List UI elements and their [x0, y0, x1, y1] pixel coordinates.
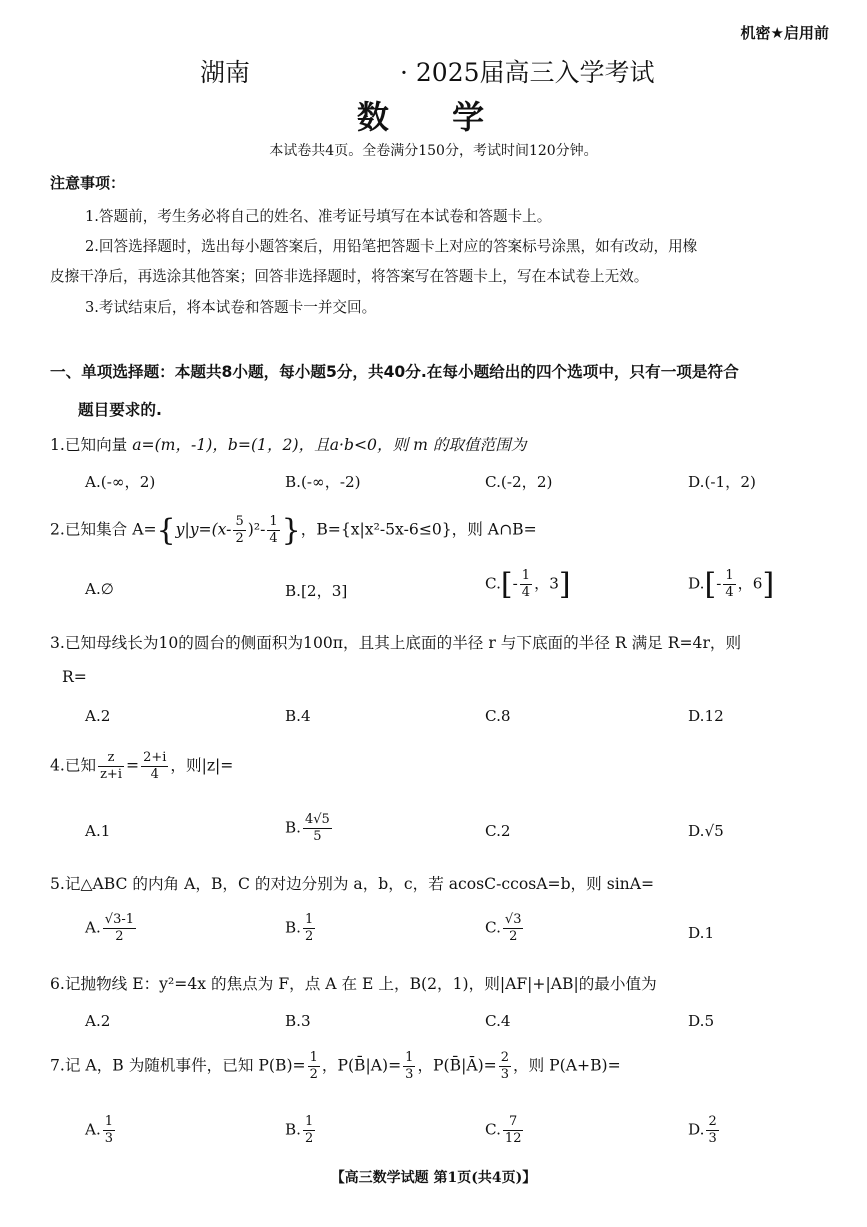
- q2-option-a: A.∅: [85, 580, 115, 598]
- question-3: 3.已知母线长为10的圆台的侧面积为100π，且其上底面的半径 r 与下底面的半径 R 满足 R=4r，则: [50, 634, 742, 652]
- q2-frac-2: $\frac{1}{4}$: [269, 514, 278, 546]
- section-heading-1: 一、单项选择题：本题共8小题，每小题5分，共40分.在每小题给出的四个选项中，只有一项是符合: [50, 363, 739, 381]
- exam-intro: 本试卷共4页。全卷满分150分，考试时间120分钟。: [269, 143, 598, 159]
- q1-option-b: B.(-∞，-2): [285, 473, 361, 491]
- question-5: 5.记△ABC 的内角 A，B，C 的对边分别为 a，b，c，若 acosC-ccosA=b，则 sinA=: [50, 875, 655, 893]
- q3-option-b: B.4: [285, 707, 311, 725]
- q4-option-d: D.√5: [688, 822, 724, 840]
- q1-option-c: C.(-2，2): [485, 473, 553, 491]
- q6-option-d: D.5: [688, 1012, 715, 1030]
- q1-option-d: D.(-1，2): [688, 473, 756, 491]
- q4-frac-right: $\frac{2+i}{4}$: [143, 750, 167, 782]
- q7-option-d: D. $\frac{2}{3}$: [688, 1114, 717, 1146]
- q2-sq: )²-: [247, 520, 266, 539]
- question-4: 4.已知 $\frac{z}{z+i}$ = $\frac{2+i}{4}$ ，则|z|=: [50, 750, 234, 782]
- q7-option-a: A. $\frac{1}{3}$: [85, 1114, 114, 1146]
- q6-option-a: A.2: [85, 1012, 111, 1030]
- exam-title-left: 湖南: [200, 58, 251, 87]
- q5-option-c: C. $\frac{√3}{2}$: [485, 912, 522, 944]
- exam-title-right: · 2025届高三入学考试: [400, 58, 655, 87]
- q7-option-b: B. $\frac{1}{2}$: [285, 1114, 314, 1146]
- question-6: 6.记抛物线 E：y²=4x 的焦点为 F，点 A 在 E 上，B(2，1)，则|AF|+|AB|的最小值为: [50, 975, 657, 993]
- q1-body: a=(m，-1)，b=(1，2)，且a·b<0，则 m 的取值范围为: [132, 436, 527, 454]
- question-1: [50, 433, 526, 455]
- q2-set-b: ，B={x|x²-5x-6≤0}，则 A∩B=: [300, 520, 537, 539]
- question-7: 7.记 A，B 为随机事件，已知 P(B)= $\frac{1}{2}$ ，P(B̄|A)= $\frac{1}{3}$ ，P(B̄|Ā)= $\frac{2}{3}$ ，则 P(A+B)=: [50, 1050, 621, 1082]
- q4-frac-left: $\frac{z}{z+i}$: [100, 750, 122, 782]
- q4-option-c: C.2: [485, 822, 511, 840]
- q3-option-a: A.2: [85, 707, 111, 725]
- page-footer: 【高三数学试题 第1页(共4页)】: [330, 1170, 537, 1186]
- q5-option-d: D.1: [688, 924, 715, 942]
- q2-option-d: D.[- $\frac{1}{4}$ ，6]: [688, 567, 775, 602]
- q2-pre: 2.已知集合 A=: [50, 520, 157, 539]
- q1-pre: 1.已知向量: [50, 436, 133, 454]
- q2-option-c: C.[- $\frac{1}{4}$ ，3]: [485, 567, 571, 602]
- subject-title: 数 学: [356, 98, 511, 136]
- notes-title: 注意事项：: [50, 174, 126, 192]
- q2-brace-close: }: [281, 513, 301, 548]
- note-2: 2.回答选择题时，选出每小题答案后，用铅笔把答题卡上对应的答案标号涂黑，如有改动，用橡: [85, 238, 698, 255]
- question-2: [50, 513, 537, 548]
- q2-set-inner: y|y=(x-: [175, 520, 232, 539]
- section-heading-2: 题目要求的.: [78, 401, 162, 419]
- q3-option-d: D.12: [688, 707, 724, 725]
- note-1: 1.答题前，考生务必将自己的姓名、准考证号填写在本试卷和答题卡上。: [85, 208, 552, 225]
- q4-option-b: B. $\frac{4√5}{5}$: [285, 812, 330, 844]
- q7-option-c: C. $\frac{7}{12}$: [485, 1114, 522, 1146]
- q6-option-b: B.3: [285, 1012, 311, 1030]
- q5-option-a: A. $\frac{√3-1}{2}$: [85, 912, 135, 944]
- q1-option-a: A.(-∞，2): [85, 473, 156, 491]
- note-2-cont: 皮擦干净后，再选涂其他答案；回答非选择题时，将答案写在答题卡上，写在本试卷上无效。: [50, 268, 649, 285]
- q4-option-a: A.1: [85, 822, 111, 840]
- question-3-cont: R=: [62, 668, 87, 686]
- q6-option-c: C.4: [485, 1012, 511, 1030]
- q2-brace-open: {: [156, 513, 176, 548]
- q3-option-c: C.8: [485, 707, 511, 725]
- note-3: 3.考试结束后，将本试卷和答题卡一并交回。: [85, 299, 377, 316]
- q2-frac-1: $\frac{5}{2}$: [235, 514, 244, 546]
- confidential-label: 机密★启用前: [740, 24, 829, 42]
- q5-option-b: B. $\frac{1}{2}$: [285, 912, 314, 944]
- q2-option-b: B.[2，3]: [285, 582, 348, 600]
